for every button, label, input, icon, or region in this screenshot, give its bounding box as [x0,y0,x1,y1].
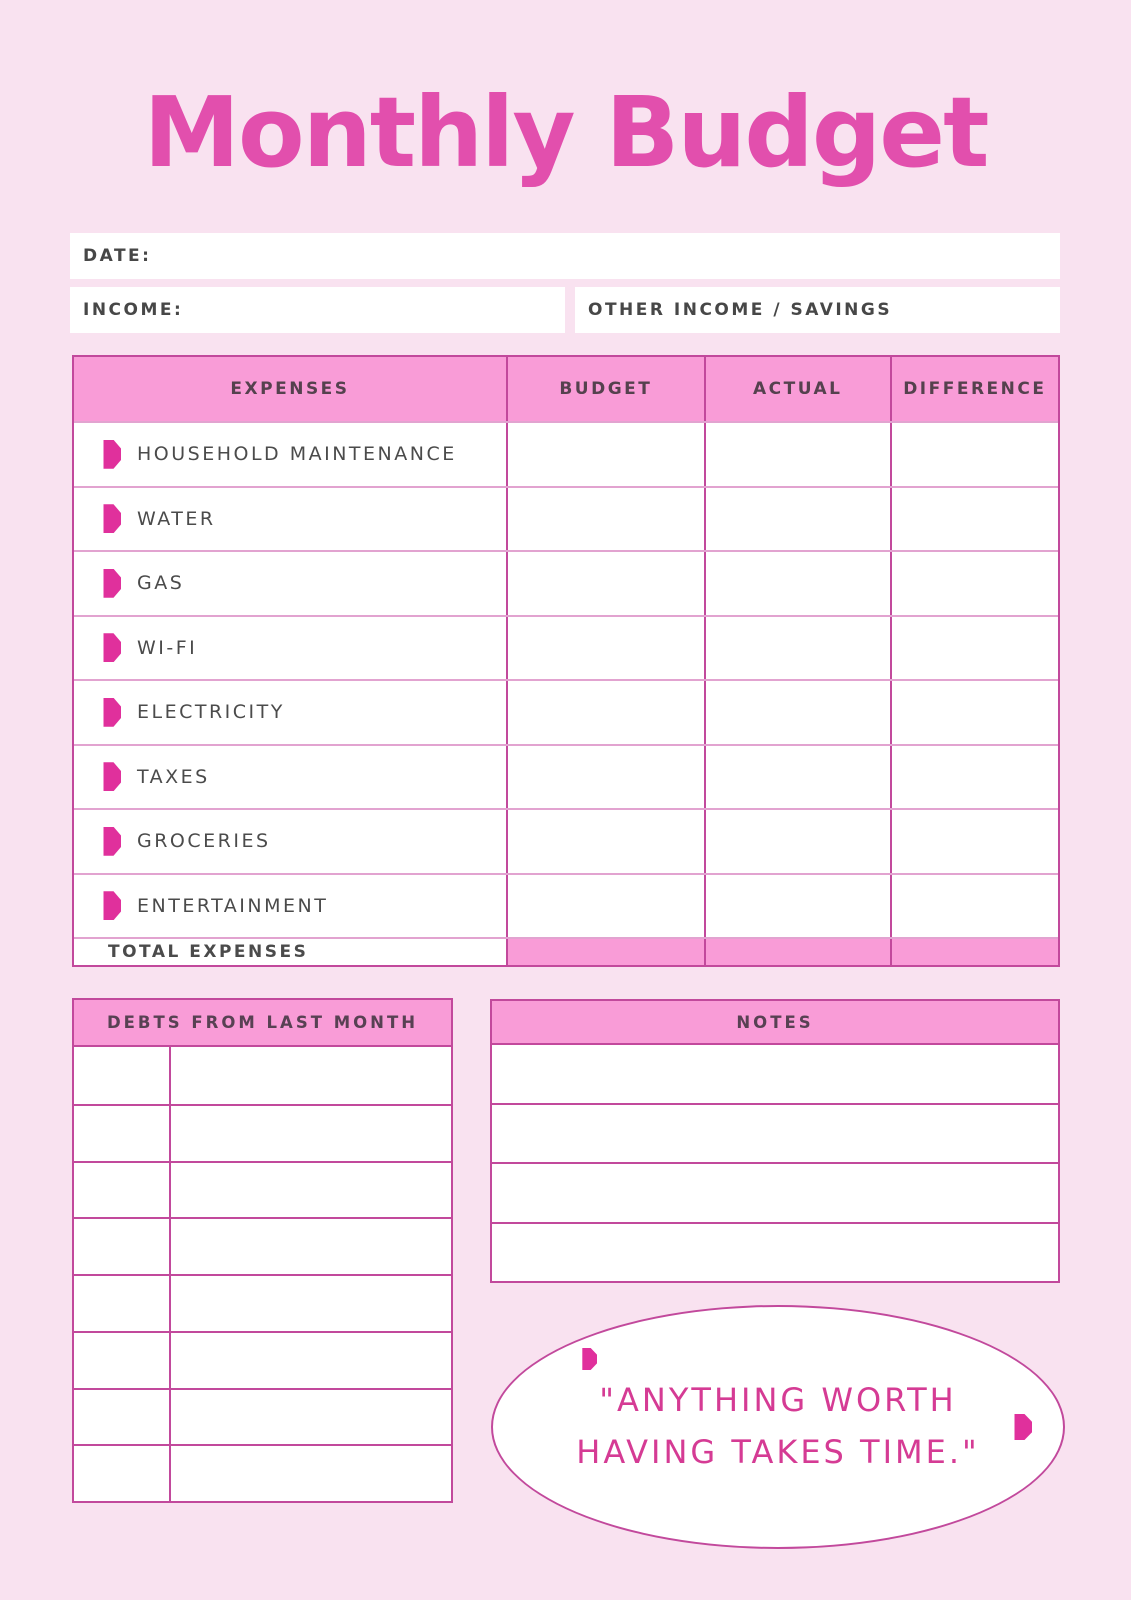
difference-cell[interactable] [890,681,1058,744]
income-label: INCOME: [83,300,184,320]
expenses-column-header: EXPENSES [230,379,350,399]
income-field[interactable] [70,287,565,333]
expense-label: HOUSEHOLD MAINTENANCE [137,443,457,466]
expense-label: WATER [137,507,216,530]
debts-table-title: DEBTS FROM LAST MONTH [74,1000,451,1047]
quote-text [576,1375,979,1479]
notes-body [492,1045,1058,1281]
quote-line-1: "ANYTHING WORTH [599,1381,957,1420]
debt-description-cell[interactable] [169,1333,451,1388]
debt-amount-cell[interactable] [74,1047,169,1104]
actual-cell[interactable] [704,423,890,486]
actual-cell[interactable] [704,746,890,809]
difference-cell[interactable] [890,423,1058,486]
debt-amount-cell[interactable] [74,1390,169,1445]
expense-label-cell [74,746,506,809]
budget-cell[interactable] [506,810,704,873]
notes-line[interactable] [492,1162,1058,1222]
bullet-octagon-icon [96,569,121,598]
expense-row-gas [74,550,1058,615]
actual-cell[interactable] [704,488,890,551]
actual-cell[interactable] [704,552,890,615]
debt-amount-cell[interactable] [74,1276,169,1331]
actual-cell[interactable] [704,681,890,744]
difference-cell[interactable] [890,875,1058,938]
expense-row-taxes [74,744,1058,809]
difference-cell[interactable] [890,746,1058,809]
expenses-table [72,355,1060,967]
budget-cell[interactable] [506,423,704,486]
debt-description-cell[interactable] [169,1163,451,1218]
debts-row [74,1161,451,1218]
debts-table [72,998,453,1503]
expense-label: WI-FI [137,636,198,659]
date-label: DATE: [83,246,152,266]
debts-row [74,1444,451,1501]
difference-cell[interactable] [890,552,1058,615]
budget-cell[interactable] [506,746,704,809]
bullet-octagon-icon [96,440,121,469]
bullet-octagon-icon [96,762,121,791]
notes-section [490,999,1060,1283]
budget-cell[interactable] [506,552,704,615]
budget-column-header: BUDGET [506,357,704,421]
expense-row-electricity [74,679,1058,744]
expense-label-cell [74,552,506,615]
debt-description-cell[interactable] [169,1390,451,1445]
budget-cell[interactable] [506,488,704,551]
total-budget-cell[interactable] [506,939,704,965]
expense-row-groceries [74,808,1058,873]
debt-amount-cell[interactable] [74,1106,169,1161]
budget-cell[interactable] [506,875,704,938]
debt-description-cell[interactable] [169,1106,451,1161]
bullet-octagon-icon [96,891,121,920]
bullet-octagon-icon [96,827,121,856]
debt-amount-cell[interactable] [74,1163,169,1218]
debt-description-cell[interactable] [169,1446,451,1501]
total-expenses-label: TOTAL EXPENSES [108,942,309,962]
notes-line[interactable] [492,1103,1058,1163]
expense-row-entertainment [74,873,1058,938]
page-title: Monthly Budget [143,76,988,189]
total-expenses-row [74,937,1058,965]
expense-label: GROCERIES [137,830,271,853]
expense-label: ELECTRICITY [137,701,285,724]
quote-line-2: HAVING TAKES TIME." [576,1433,980,1471]
notes-line[interactable] [492,1045,1058,1103]
debt-description-cell[interactable] [169,1047,451,1104]
other-income-field[interactable] [575,287,1060,333]
debt-description-cell[interactable] [169,1276,451,1331]
expense-label-cell [74,810,506,873]
difference-cell[interactable] [890,488,1058,551]
other-income-label: OTHER INCOME / SAVINGS [588,300,893,320]
notes-title: NOTES [492,1001,1058,1045]
debts-row [74,1104,451,1161]
debt-amount-cell[interactable] [74,1333,169,1388]
actual-cell[interactable] [704,875,890,938]
date-field[interactable] [70,233,1060,279]
debts-row [74,1274,451,1331]
debt-description-cell[interactable] [169,1219,451,1274]
expense-row-water [74,486,1058,551]
total-difference-cell[interactable] [890,939,1058,965]
debts-row [74,1217,451,1274]
debts-row [74,1388,451,1445]
actual-cell[interactable] [704,810,890,873]
actual-column-header: ACTUAL [704,357,890,421]
expense-label-cell [74,875,506,938]
expense-label-cell [74,488,506,551]
budget-cell[interactable] [506,681,704,744]
expense-label-cell [74,681,506,744]
expense-row-wifi [74,615,1058,680]
difference-cell[interactable] [890,810,1058,873]
expense-label: TAXES [137,765,210,788]
actual-cell[interactable] [704,617,890,680]
debts-row [74,1047,451,1104]
debt-amount-cell[interactable] [74,1446,169,1501]
expense-label: ENTERTAINMENT [137,894,329,917]
expense-label: GAS [137,572,185,595]
quote-bubble [491,1305,1065,1549]
debts-row [74,1331,451,1388]
expense-row-household-maintenance [74,421,1058,486]
expense-label-cell [74,617,506,680]
expenses-table-header [74,357,1058,421]
debts-table-body [74,1047,451,1501]
bullet-octagon-icon [96,698,121,727]
total-actual-cell[interactable] [704,939,890,965]
budget-cell[interactable] [506,617,704,680]
debt-amount-cell[interactable] [74,1219,169,1274]
expense-label-cell [74,423,506,486]
difference-cell[interactable] [890,617,1058,680]
difference-column-header: DIFFERENCE [890,357,1058,421]
notes-line[interactable] [492,1222,1058,1282]
bullet-octagon-icon [96,504,121,533]
bullet-octagon-icon [96,633,121,662]
